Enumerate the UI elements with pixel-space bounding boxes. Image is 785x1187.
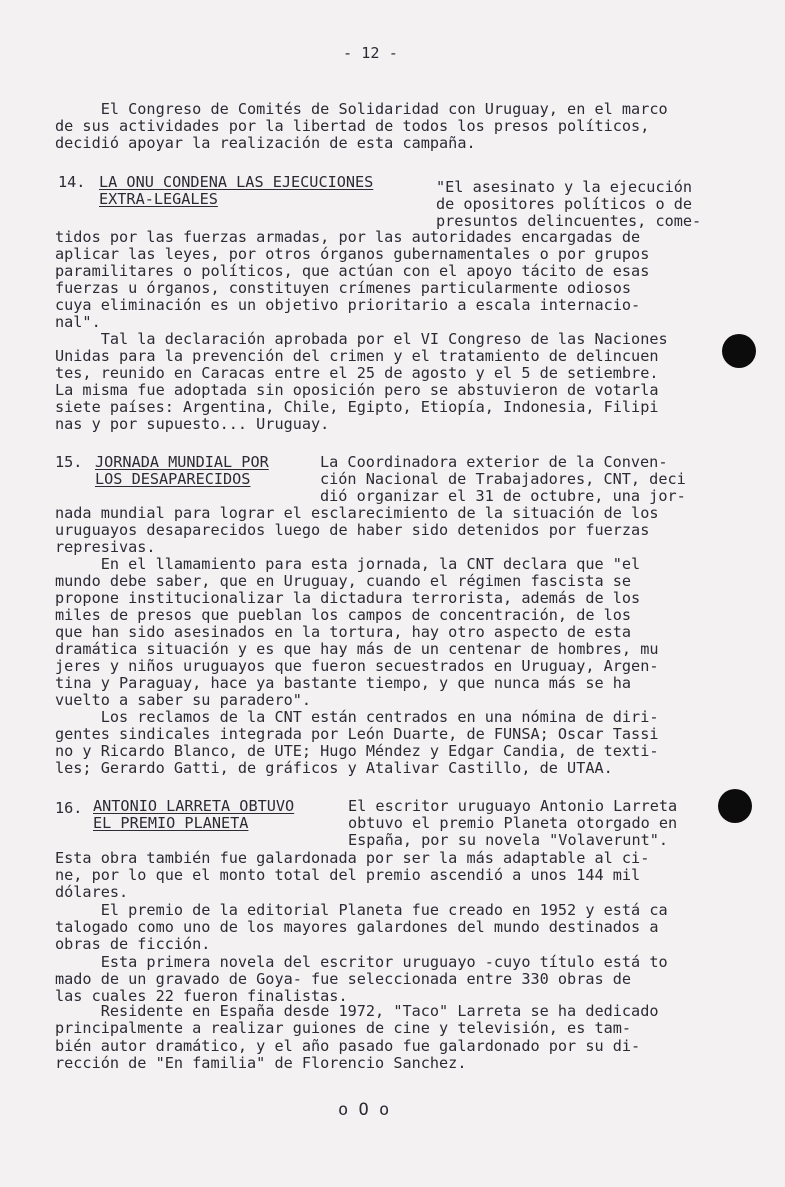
text-line: obras de ficción.: [55, 935, 211, 953]
text-line: tes, reunido en Caracas entre el 25 de agosto y el 5 de setiembre.: [55, 364, 659, 382]
section-number: 16.: [55, 799, 83, 817]
text-line: no y Ricardo Blanco, de UTE; Hugo Méndez y Edgar Candia, de texti-: [55, 742, 659, 760]
text-line: El premio de la editorial Planeta fue creado en 1952 y está ca: [55, 901, 668, 919]
text-line: "El asesinato y la ejecución: [436, 178, 693, 196]
text-line: les; Gerardo Gatti, de gráficos y Atalivar Castillo, de UTAA.: [55, 759, 613, 777]
page-number: - 12 -: [343, 44, 398, 62]
text-line: ción Nacional de Trabajadores, CNT, deci: [320, 470, 686, 488]
section-number: 15.: [55, 453, 83, 471]
text-line: Tal la declaración aprobada por el VI Congreso de las Naciones: [55, 330, 668, 348]
text-line: nas y por supuesto... Uruguay.: [55, 415, 330, 433]
text-line: mundo debe saber, que en Uruguay, cuando el régimen fascista se: [55, 572, 632, 590]
text-line: Esta primera novela del escritor uruguayo -cuyo título está to: [55, 953, 668, 971]
section-title: LOS DESAPARECIDOS: [95, 470, 251, 488]
text-line: El escritor uruguayo Antonio Larreta: [348, 797, 678, 815]
section-number: 14.: [58, 173, 86, 191]
text-line: siete países: Argentina, Chile, Egipto, Etiopía, Indonesia, Filipi: [55, 398, 659, 416]
text-line: mado de un gravado de Goya- fue seleccionada entre 330 obras de: [55, 970, 632, 988]
text-line: ne, por lo que el monto total del premio ascendió a unos 144 mil: [55, 866, 641, 884]
text-line: cuya eliminación es un objetivo prioritario a escala internacio-: [55, 296, 641, 314]
text-line: fuerzas u órganos, constituyen crímenes particularmente odiosos: [55, 279, 632, 297]
punch-hole: [722, 334, 756, 368]
text-line: principalmente a realizar guiones de cine y televisión, es tam-: [55, 1019, 632, 1037]
text-line: tina y Paraguay, hace ya bastante tiempo, y que nunca más se ha: [55, 674, 632, 692]
text-line: de opositores políticos o de: [436, 195, 693, 213]
text-line: nada mundial para lograr el esclarecimiento de la situación de los: [55, 504, 659, 522]
text-line: rección de "En familia" de Florencio Sanchez.: [55, 1054, 467, 1072]
text-line: dramática situación y es que hay más de un centenar de hombres, mu: [55, 640, 659, 658]
text-line: paramilitares o políticos, que actúan con el apoyo tácito de esas: [55, 262, 650, 280]
text-line: decidió apoyar la realización de esta campaña.: [55, 134, 476, 152]
section-title: EXTRA-LEGALES: [99, 190, 218, 208]
text-line: dió organizar el 31 de octubre, una jor-: [320, 487, 686, 505]
text-line: La Coordinadora exterior de la Conven-: [320, 453, 668, 471]
text-line: las cuales 22 fueron finalistas.: [55, 987, 348, 1005]
section-title: EL PREMIO PLANETA: [93, 814, 249, 832]
text-line: dólares.: [55, 883, 129, 901]
text-line: En el llamamiento para esta jornada, la CNT declara que "el: [55, 555, 641, 573]
text-line: El Congreso de Comités de Solidaridad con Uruguay, en el marco: [55, 100, 668, 118]
text-line: jeres y niños uruguayos que fueron secuestrados en Uruguay, Argen-: [55, 657, 659, 675]
text-line: presuntos delincuentes, come-: [436, 212, 702, 230]
text-line: tidos por las fuerzas armadas, por las autoridades encargadas de: [55, 228, 641, 246]
punch-hole: [718, 789, 752, 823]
text-line: España, por su novela "Volaverunt".: [348, 831, 669, 849]
section-title: LA ONU CONDENA LAS EJECUCIONES: [99, 173, 374, 191]
text-line: aplicar las leyes, por otros órganos gubernamentales o por grupos: [55, 245, 650, 263]
section-title: JORNADA MUNDIAL POR: [95, 453, 269, 471]
text-line: nal".: [55, 313, 101, 331]
text-line: propone institucionalizar la dictadura terrorista, además de los: [55, 589, 641, 607]
text-line: de sus actividades por la libertad de todos los presos políticos,: [55, 117, 650, 135]
text-line: uruguayos desaparecidos luego de haber sido detenidos por fuerzas: [55, 521, 650, 539]
end-ornament: o O o: [338, 1100, 390, 1120]
text-line: bién autor dramático, y el año pasado fue galardonado por su di-: [55, 1037, 641, 1055]
section-title: ANTONIO LARRETA OBTUVO: [93, 797, 295, 815]
text-line: La misma fue adoptada sin oposición pero se abstuvieron de votarla: [55, 381, 659, 399]
text-line: miles de presos que pueblan los campos de concentración, de los: [55, 606, 632, 624]
text-line: gentes sindicales integrada por León Duarte, de FUNSA; Oscar Tassi: [55, 725, 659, 743]
text-line: Unidas para la prevención del crimen y el tratamiento de delincuen: [55, 347, 659, 365]
text-line: talogado como uno de los mayores galardones del mundo destinados a: [55, 918, 659, 936]
text-line: obtuvo el premio Planeta otorgado en: [348, 814, 678, 832]
text-line: Residente en España desde 1972, "Taco" Larreta se ha dedicado: [55, 1002, 659, 1020]
text-line: vuelto a saber su paradero".: [55, 691, 312, 709]
text-line: que han sido asesinados en la tortura, hay otro aspecto de esta: [55, 623, 632, 641]
text-line: Los reclamos de la CNT están centrados en una nómina de diri-: [55, 708, 659, 726]
text-line: Esta obra también fue galardonada por ser la más adaptable al ci-: [55, 849, 650, 867]
text-line: represivas.: [55, 538, 156, 556]
